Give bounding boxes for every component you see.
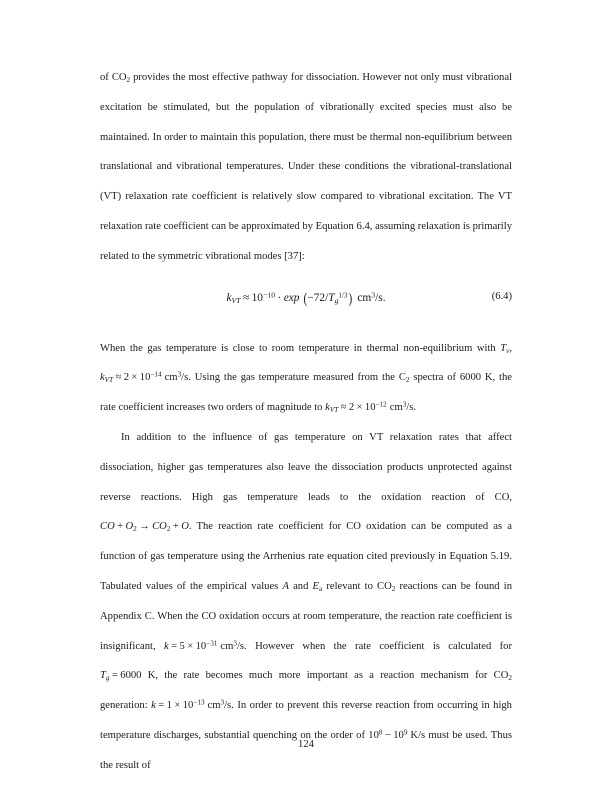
paragraph-1-run-b: provides the most effective pathway for dissociation. However not only must vibrational excitation be stimulated, but the population of vibrationally excited species must also be maintained. In order to maintain this population, there must be thermal non-equilibrium between translational and vibrational temperatures. Under these conditions the vibrational-translational (VT) relaxation rate coefficient is relatively slow compared to vibrational excitation. The VT relaxation rate coefficient can be approximated by Equation 6.4, assuming relaxation is primarily related to the symmetric vibrational modes [37]:: [100, 72, 512, 262]
reaction-o: O: [181, 521, 189, 533]
paragraph-2-run-b: . Using the gas temperature measured from the: [188, 372, 399, 384]
kvt1-base: k: [100, 372, 105, 384]
paragraph-3-run-a: In addition to the influence of gas temperature on VT relaxation rates that affect dissociation, higher gas temperatures also leave the dissociation products unprotected against reverse reactions. High gas temperature leads to the oxidation reaction of CO,: [100, 431, 512, 503]
k1-unit-cm-exponent: 3: [233, 639, 237, 648]
paragraph-3-run-c: relevant to: [322, 580, 378, 592]
paragraph-2-run-c: spectra of 6000 K, the rate coefficient increases two orders of magnitude to: [100, 372, 513, 414]
kvt1-subscript: VT: [104, 376, 114, 385]
chemical-formula-co2-generation: [494, 670, 512, 681]
tg-value: 6000 K: [120, 670, 156, 682]
kvt1-unit-cm: cm: [164, 372, 178, 384]
kvt2-times: ×: [356, 402, 363, 414]
kvt2-unit-cm-exponent: 3: [402, 400, 407, 409]
equation-6-4-body: [100, 292, 512, 306]
paragraph-2: [100, 334, 512, 423]
Ea-base: E: [312, 580, 320, 592]
quench-dash: −: [384, 729, 391, 741]
quench-ten-1: 10: [368, 729, 379, 741]
eq-ten-exponent: −10: [262, 290, 276, 300]
eq-approx-sign: ≈: [242, 291, 250, 304]
k2-exponent: −13: [193, 698, 205, 707]
symbol-Ea: [313, 581, 323, 592]
co2-generation-subscript: 2: [508, 674, 512, 683]
k1-unit-cm: cm: [220, 640, 234, 652]
page-number: 124: [298, 739, 314, 750]
co2-appendix-subscript: 2: [391, 584, 396, 593]
co2-appendix-base: CO: [377, 580, 392, 592]
quench-exponent-1: 8: [378, 728, 383, 737]
k2-times: ×: [174, 700, 181, 712]
Ea-subscript: a: [319, 584, 323, 593]
k2-unit-cm: cm: [207, 700, 221, 712]
Tv-base: T: [500, 342, 507, 354]
eq-unit-cm-exponent: 3: [371, 290, 376, 300]
expression-kvt-6000k: [325, 402, 413, 413]
kvt1-times: ×: [131, 372, 138, 384]
c2-subscript: 2: [405, 376, 410, 385]
chemical-formula-c2: [399, 372, 410, 383]
kvt2-ten: 10: [364, 402, 376, 414]
kvt1-unit-per-second: /s: [181, 372, 189, 384]
eq-exp-function: exp: [283, 291, 300, 304]
paragraph-2-run-a: When the gas temperature is close to room temperature in thermal non-equilibrium with: [100, 342, 501, 354]
symbol-A: A: [282, 580, 289, 592]
kvt2-unit-cm: cm: [389, 402, 403, 414]
k1-equals: =: [171, 640, 178, 652]
kvt1-ten: 10: [139, 372, 151, 384]
reaction-co2-subscript: 2: [166, 525, 171, 534]
kvt2-base: k: [325, 402, 330, 414]
expression-k-room-temp: [164, 641, 244, 652]
reaction-arrow-icon: →: [139, 521, 150, 533]
equation-6-4-block: [100, 272, 512, 334]
expression-tg-6000: [100, 670, 155, 681]
expression-k-6000k: [151, 700, 231, 711]
paragraph-3-and: and: [288, 580, 313, 592]
k1-times: ×: [187, 640, 194, 652]
k1-value: 5: [179, 640, 185, 652]
k1-exponent: −31: [206, 639, 218, 648]
paragraph-1: [100, 63, 512, 272]
eq-k-subscript: VT: [231, 295, 241, 305]
reaction-plus-2: +: [172, 521, 179, 533]
eq-paren-close: ): [348, 290, 352, 307]
paragraph-2-period: .: [413, 402, 417, 414]
quench-unit: K/s: [410, 729, 426, 741]
paragraph-3-run-d: reactions can be found in Appendix C. When the CO oxidation occurs at room temperature, the reaction rate coefficient is insignificant,: [100, 580, 512, 652]
k2-equals: =: [158, 700, 165, 712]
Tv-subscript: v: [506, 346, 510, 355]
paragraph-3-run-i: must be used. Thus the result of: [100, 729, 512, 771]
paragraph-3-run-f: , the rate becomes much more important as a reaction mechanism for: [155, 670, 494, 682]
tg-base: T: [100, 670, 106, 682]
kvt2-exponent: −12: [375, 400, 387, 409]
symbol-Tv: [500, 343, 509, 354]
kvt2-unit-per-second: /s: [406, 402, 414, 414]
chemical-formula-co2-appendix: [377, 581, 395, 592]
eq-T-subscript: g: [334, 295, 339, 305]
paragraph-3-run-g: generation:: [100, 700, 152, 712]
kvt2-subscript: VT: [329, 406, 339, 415]
co2-subscript: 2: [126, 75, 131, 84]
kvt2-approx: ≈: [340, 402, 347, 414]
k2-symbol: k: [151, 700, 156, 712]
k2-unit-cm-exponent: 3: [220, 698, 225, 707]
tg-subscript: g: [105, 674, 110, 683]
chemical-formula-co2: [112, 72, 130, 83]
paragraph-3: [100, 423, 512, 781]
quench-exponent-2: 9: [403, 728, 408, 737]
paragraph-3-run-b: . The reaction rate coefficient for CO oxidation can be computed as a function of gas temperature using the Arrhenius rate equation cited previously in Equation 5.19. Tabulated values of the empirical values: [100, 521, 512, 592]
k2-ten: 10: [182, 700, 194, 712]
paragraph-3-run-h: . In order to prevent this reverse reaction from occurring in high temperature discharges, substantial quenching on the order of: [100, 700, 512, 741]
eq-cdot: ·: [277, 291, 282, 304]
eq-T-exponent: 1/3: [338, 291, 348, 300]
reaction-o2-base: O: [125, 521, 134, 533]
k1-ten: 10: [195, 640, 207, 652]
paragraph-1-run-a: of: [100, 72, 112, 83]
reaction-co2-base: CO: [152, 521, 167, 533]
paragraph-2-comma: ,: [509, 342, 512, 354]
k1-unit-per-second: /s: [236, 640, 245, 652]
reaction-o2-subscript: 2: [133, 525, 137, 534]
k1-symbol: k: [164, 640, 169, 652]
k2-unit-per-second: /s: [224, 700, 232, 712]
eq-unit-per-second: /s.: [375, 291, 386, 304]
eq-T-base: T: [328, 291, 335, 304]
c2-base: C: [398, 372, 406, 384]
eq-minus-72-over: −72/: [307, 291, 329, 304]
expression-kvt-room-temp: [100, 372, 188, 383]
eq-ten-base: 10: [251, 291, 263, 304]
reaction-co-oxidation: [100, 521, 189, 532]
text-column: [100, 63, 512, 781]
k2-value: 1: [166, 700, 172, 712]
kvt1-unit-cm-exponent: 3: [177, 371, 182, 380]
kvt1-exponent: −14: [150, 371, 162, 380]
equation-6-4-expression: [226, 290, 386, 307]
co2-base: CO: [111, 72, 127, 83]
eq-paren-open: (: [303, 290, 307, 307]
paragraph-3-run-e: . However when the rate coefficient is calculated for: [244, 640, 513, 652]
kvt1-value: 2: [123, 372, 129, 384]
eq-unit-cm: cm: [357, 291, 372, 304]
eq-k-base: k: [226, 291, 232, 304]
quench-ten-2: 10: [393, 729, 404, 741]
kvt1-approx: ≈: [115, 372, 122, 384]
tg-equals: =: [111, 670, 118, 682]
reaction-co: CO: [100, 521, 115, 533]
equation-6-4-number: (6.4): [491, 290, 512, 302]
reaction-plus-1: +: [117, 521, 124, 533]
co2-generation-base: CO: [493, 670, 509, 682]
kvt2-value: 2: [348, 402, 355, 414]
